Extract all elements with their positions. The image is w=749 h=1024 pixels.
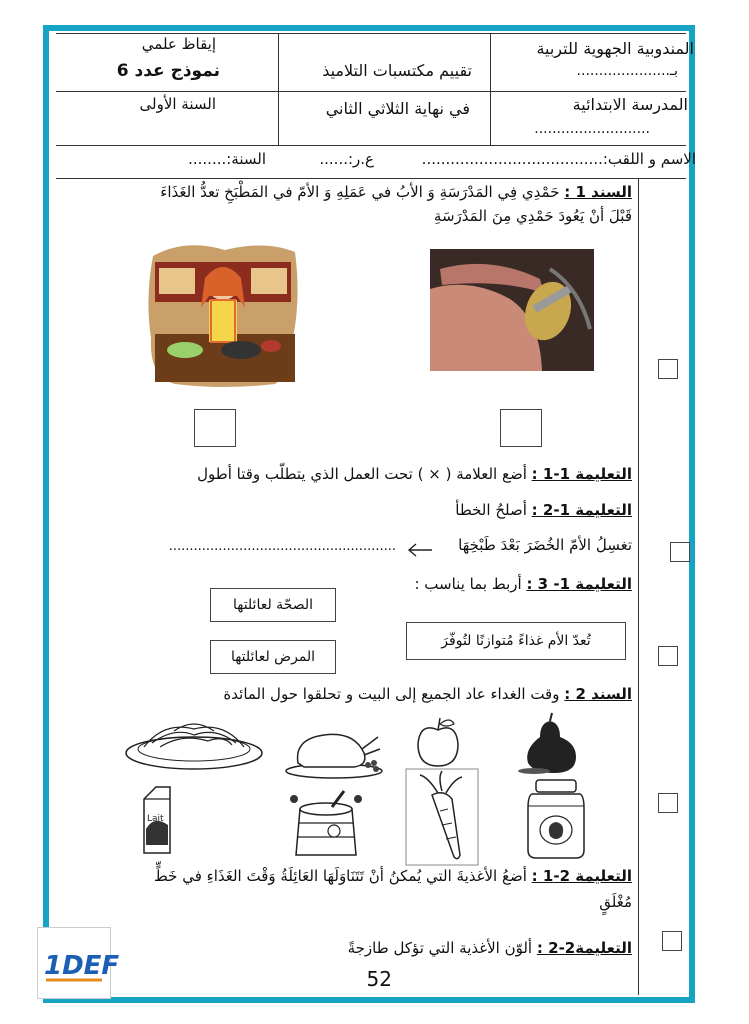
roast-chicken-icon [284, 723, 384, 779]
task1-2-answer-line[interactable]: ....................................................... [168, 539, 396, 554]
sanad1-text: حَمْدِي فِي المَدْرَسَةِ وَ الأبُ في عَمَلِهِ وَ الأمّ في المَطْبَخِ تعدُّ الغَذَاءَ [160, 183, 560, 201]
logo-icon [38, 928, 120, 998]
student-number-field[interactable]: ع.ر:...... [319, 150, 374, 168]
sanad2-text: وقت الغداء عاد الجميع إلى البيت و تحلقوا حول المائدة [223, 685, 560, 703]
task2-1 [154, 867, 632, 885]
header-subject: إيقاظ علمي [141, 35, 216, 53]
score-box-2[interactable] [670, 542, 690, 562]
task2-2 [348, 939, 632, 957]
milk-carton-label: Lait [147, 814, 164, 824]
sanad2-block [223, 685, 632, 703]
score-box-5[interactable] [662, 931, 682, 951]
header-model-number: نموذج عدد 6 [116, 61, 220, 81]
answer-box-kitchen[interactable] [194, 409, 236, 447]
student-row-line [56, 178, 686, 179]
carrot-icon [406, 769, 478, 865]
task1-2-label: التعليمة 1-2 : [531, 501, 632, 519]
option-health[interactable]: الصحّة لعائلتها [210, 588, 336, 622]
task1-3-label: التعليمة 1- 3 : [526, 575, 632, 593]
score-box-4[interactable] [658, 793, 678, 813]
page-number: 52 [366, 967, 392, 991]
apple-icon [414, 716, 462, 770]
header-grade: السنة الأولى [139, 95, 216, 113]
margin-line [638, 178, 639, 995]
answer-box-peeling[interactable] [500, 409, 542, 447]
sanad1-text-line2: قَبْلَ أنْ يَعُودَ حَمْدِي مِنَ المَدْرَسَةِ [433, 207, 632, 225]
sanad2-label: السند 2 : [564, 685, 632, 703]
score-box-3[interactable] [658, 646, 678, 666]
header-top-line [56, 33, 686, 34]
task1-2 [455, 501, 632, 519]
task2-2-label: التعليمة2-2 : [536, 939, 632, 957]
spaghetti-plate-icon [124, 713, 264, 773]
header-bottom-line [56, 145, 686, 146]
milk-carton-icon [140, 785, 174, 857]
kitchen-mother-image [145, 238, 301, 388]
header-evaluation-title: تقييم مكتسبات التلاميذ [322, 61, 472, 80]
header-school-dots: .......................... [534, 121, 650, 137]
task2-2-text: ألوّن الأغذية التي تؤكل طازجةً [347, 939, 533, 957]
header-school: المدرسة الابتدائية [572, 95, 688, 114]
task2-1-text: أضعُ الأغذيةَ التي يُمكنُ أنْ تَتَنَاوَلَهَا العَائِلَةُ وَقْتَ الغَذَاءِ في خَطٍّ [153, 867, 527, 885]
header-trimester: في نهاية الثلاثي الثاني [325, 99, 470, 118]
option-illness[interactable]: المرض لعائلتها [210, 640, 336, 674]
task1-1-label: التعليمة 1-1 : [531, 465, 632, 483]
task1-3-text: أربط بما يناسب : [414, 575, 522, 593]
task2-1-label: التعليمة 2-1 : [531, 867, 632, 885]
task1-3 [414, 575, 632, 593]
jam-jar-icon [524, 778, 588, 862]
header-directorate: المندوبية الجهوية للتربية [536, 39, 694, 58]
task1-1-text: أضع العلامة ( × ) تحت العمل الذي يتطلّب وقتا أطول [197, 465, 527, 483]
site-logo [37, 927, 120, 999]
header-divider-right [490, 33, 491, 145]
task1-2-text: أصلحُ الخطأ [455, 501, 527, 519]
header-region-dots: بـ..................... [576, 63, 678, 79]
task1-2-sentence: تغسِلُ الأمّ الخُضَرَ بَعْدَ طَبْخِهَا [458, 536, 632, 554]
svg-text:1DEF: 1DEF [44, 951, 120, 981]
task2-1-text-line2: مُغْلَقٍ [599, 893, 632, 911]
worksheet [52, 33, 696, 995]
honey-pot-icon [286, 787, 366, 861]
sanad1-label: السند 1 : [564, 183, 632, 201]
header-mid-line [56, 91, 686, 92]
student-name-field[interactable]: الاسم و اللقب:...................................... [421, 150, 696, 168]
statement-balanced-meal[interactable]: تُعدّ الأم غذاءً مُتوازنًا لتُوفّرَ [406, 622, 626, 660]
score-box-1[interactable] [658, 359, 678, 379]
hand-peeling-potato-image [430, 249, 594, 371]
pear-icon [514, 713, 584, 775]
arrow-left-icon [406, 543, 432, 557]
header-divider-left [278, 33, 279, 145]
student-year-field[interactable]: السنة:........ [188, 150, 266, 168]
sanad1-block [160, 183, 632, 201]
task1-1 [197, 465, 632, 483]
